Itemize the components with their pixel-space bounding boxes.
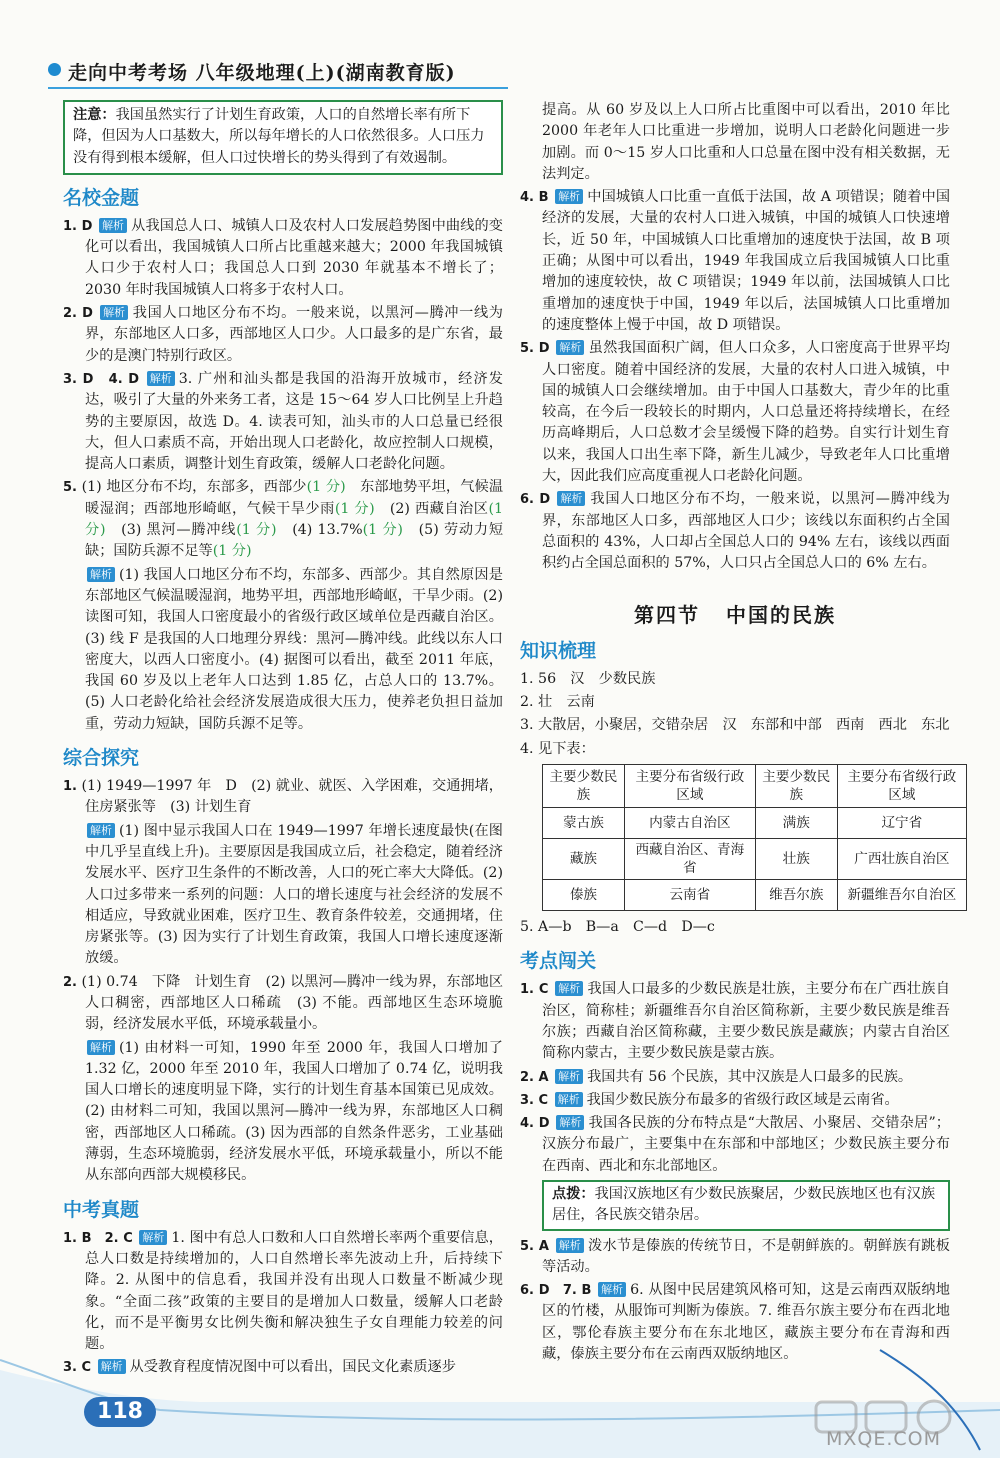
score-mark: (1 分) [212, 543, 252, 560]
analysis-text: (1) 我国人口地区分布不均，东部多、西部少。其自然原因是东部地区气候温暖湿润，地势平坦，西部地形崎岖，干旱少雨。(2) 读图可知，我国人口密度最小的省级行政区域单位是西藏自治区。(3) 线 F 是我国的人口地理分界线：黑河—腾冲线。此线以东人口密度大，以西人口密度小。(4) 据图可以看出，截至 2011 年底，我国 60 岁及以上老年人口达到 1.85 亿，占总人口的 13.7%。(5) 人口老龄化给社会经济发展造成很大压力，使养老负担日益加重，劳动力短缺，国防兵源不足等。 [85, 566, 503, 732]
answer-item: 4. 见下表： [520, 740, 595, 757]
ethnic-distribution-table [542, 764, 967, 911]
analysis-tag: 解析 [556, 340, 584, 355]
header-rule [48, 87, 508, 89]
answer-text: (1) 地区分布不均，东部多，西部少 [81, 479, 307, 496]
answer-number: 6. D [520, 492, 551, 508]
book-title [68, 58, 456, 85]
chapter-heading [520, 602, 950, 627]
analysis-text: (1) 由材料一可知，1990 年至 2000 年，我国人口增加了 1.32 亿，2000 年至 2010 年，我国人口增加了 0.74 亿，说明我国人口增长的速度明显下降，实行的计划生育基本国策已见成效。(2) 由材料二可知，我国以黑河—腾冲一线为界，东部地区人口稠密，西部地区人口稀疏。(3) 因为西部的自然条件恶劣，工业基础薄弱，生态环境脆弱，经济发展水平低，环境承载量小，所以不能从东部向西部大规模移民。 [85, 1039, 503, 1184]
answer-number: 2. [63, 974, 77, 990]
answer-item [63, 303, 503, 367]
answer-item [520, 187, 950, 336]
table-header-cell: 主要少数民族 [755, 765, 837, 808]
right-column [520, 100, 957, 1367]
answer-item [520, 338, 950, 487]
analysis-tag: 解析 [556, 1238, 584, 1253]
table-cell: 傣族 [543, 880, 625, 911]
answer-item [63, 972, 503, 1036]
answer-text: 1. 图中有总人口数和人口自然增长率两个重要信息，总人口数是持续增加的，人口自然增长率先波动上升，后持续下降。2. 从图中的信息看，我国并没有出现人口数量不断减少现象。“全面二孩”政策的主要目的是增加人口数量，缓解人口老龄化，而不是平衡男女比例失衡和解决独生子女自理能力较差的问题。 [85, 1229, 503, 1353]
analysis-tag: 解析 [147, 371, 175, 386]
score-mark: (1 分) [362, 522, 403, 539]
table-cell: 新疆维吾尔自治区 [837, 880, 966, 911]
table-row [543, 839, 967, 880]
answer-text: (5) 劳动力短缺；国防兵源不足等 [85, 522, 504, 560]
analysis-tag: 解析 [555, 189, 583, 204]
answer-number: 1. B 2. C [63, 1230, 133, 1246]
answer-item [63, 216, 503, 301]
analysis-text: (1) 图中显示我国人口在 1949—1997 年增长速度最快(在图中几乎呈直线上升)。主要原因是我国成立后，社会稳定，随着经济发展水平、医疗卫生条件的不断改善，人口的死亡率大大降低。(2) 人口过多带来一系列的问题：人口的增长速度与社会经济的发展不相适应，导致就业困难，医疗卫生、教育条件较差，交通拥堵，住房紧张等。(3) 因为实行了计划生育政策，我国人口增长速度逐渐放缓。 [85, 822, 503, 967]
answer-item [520, 1067, 950, 1088]
answer-text: 从受教育程度情况图中可以看出，国民文化素质逐步 [129, 1359, 456, 1376]
analysis-tag: 解析 [555, 1069, 583, 1084]
answer-item [63, 369, 503, 475]
analysis-paragraph [63, 1038, 503, 1187]
analysis-tag: 解析 [87, 823, 115, 838]
analysis-tag: 解析 [598, 1282, 626, 1297]
answer-text: 我国人口地区分布不均，一般来说，以黑河—腾冲线为界，东部地区人口多，西部地区人口少；该线以东面积约占全国总面积的 43%，人口却占全国总人口的 94% 左右，该线以西面积约占全国总面积的 57%，人口只占全国总人口的 6% 左右。 [542, 491, 950, 572]
answer-text: 我国人口地区分布不均。一般来说，以黑河—腾冲一线为界，东部地区人口多，西部地区人口少。人口最多的是广东省，最少的是澳门特别行政区。 [85, 305, 503, 364]
table-cell: 蒙古族 [543, 808, 625, 839]
answer-number: 1. D [63, 218, 93, 234]
table-header-row [543, 765, 967, 808]
answer-text: 我国少数民族分布最多的省级行政区域是云南省。 [586, 1091, 899, 1108]
table-row [543, 808, 967, 839]
table-header-cell: 主要少数民族 [543, 765, 625, 808]
chapter-title: 中国的民族 [726, 602, 836, 627]
answer-number: 2. D [63, 306, 93, 322]
table-cell: 内蒙古自治区 [624, 808, 755, 839]
answer-item [520, 1236, 950, 1279]
answer-text: (4) 13.7% [276, 522, 363, 539]
page-header [0, 0, 1000, 95]
chapter-number: 第四节 [634, 602, 700, 627]
analysis-tag: 解析 [100, 305, 128, 320]
answer-text: 虽然我国面积广阔，但人口众多，人口密度高于世界平均人口密度。随着中国经济的发展，大量的农村人口进入城镇，中国的城镇人口会继续增加。由于中国人口基数大，青少年的比重较高，在今后一段较长的时期内，人口总量还将持续增长，在经历高峰期后，人口总数才会呈缓慢下降的趋势。自实行计划生育以来，我国人口出生率下降，新生儿减少，导致老年人口比重增大，因此我们应高度重视人口老龄化问题。 [542, 340, 950, 485]
section-title-zonghe: 综合探究 [63, 747, 140, 770]
analysis-tag: 解析 [555, 981, 583, 996]
book-subtitle: 八年级地理(上)(湖南教育版) [195, 62, 456, 84]
score-mark: (1 分) [306, 479, 346, 496]
answer-item: 3. 大散居，小聚居，交错杂居 汉 东部和中部 西南 西北 东北 [520, 717, 950, 734]
table-cell: 壮族 [755, 839, 837, 880]
left-column [63, 100, 503, 1381]
continued-paragraph: 提高。从 60 岁及以上人口所占比重图中可以看出，2010 年比 2000 年老年人口比重进一步增加，说明人口老龄化问题进一步加剧。而 0～15 岁人口比重和人口总量在图中没有相关数据，无法判定。 [542, 102, 950, 182]
answer-number: 6. D 7. B [520, 1283, 592, 1299]
answer-text: 中国城镇人口比重一直低于法国，故 A 项错误；随着中国经济的发展，大量的农村人口进入城镇，中国的城镇人口快速增长，近 50 年，中国城镇人口比重增加的速度快于法国，故 B 项正确；从图中可以看出，1949 年我国成立后我国城镇人口比重增加的速度较快，故 C 项错误；1949 年以前，法国城镇人口比重增加的速度快于中国，1949 年以后，法国城镇人口比重增加的速度整体上慢于中国，故 D 项错误。 [542, 189, 951, 333]
table-cell: 满族 [755, 808, 837, 839]
analysis-tag: 解析 [139, 1230, 167, 1245]
bullet-dot-icon [48, 63, 61, 76]
section-title-mingxiao: 名校金题 [63, 186, 140, 209]
answer-text: 泼水节是傣族的传统节日，不是朝鲜族的。朝鲜族有跳板等活动。 [542, 1237, 950, 1275]
answer-text: (1) 1949—1997 年 D (2) 就业、就医、入学困难，交通拥堵，住房紧张等 (3) 计划生育 [81, 778, 503, 816]
analysis-tag: 解析 [87, 1040, 115, 1055]
score-mark: (1 分) [85, 500, 503, 539]
analysis-paragraph [63, 821, 503, 970]
table-cell: 藏族 [543, 839, 625, 880]
hint-label: 点拨： [552, 1185, 595, 1202]
analysis-tag: 解析 [557, 491, 585, 506]
section-title-zhishi: 知识梳理 [520, 639, 597, 662]
score-mark: (1 分) [236, 522, 277, 539]
answer-item [63, 776, 503, 819]
table-cell: 西藏自治区、青海省 [624, 839, 755, 880]
score-mark: (1 分) [334, 500, 375, 517]
section-title-kaodian: 考点闯关 [520, 950, 597, 973]
answer-item [520, 489, 950, 574]
table-cell: 云南省 [624, 880, 755, 911]
answer-number: 1. C [520, 982, 549, 998]
answer-text: 我国人口最多的少数民族是壮族，主要分布在广西壮族自治区，简称桂；新疆维吾尔自治区简称新，主要少数民族是维吾尔族；西藏自治区简称藏，主要少数民族是藏族；内蒙古自治区简称内蒙古，主要少数民族是蒙古族。 [542, 981, 950, 1062]
answer-item [520, 1113, 950, 1177]
answer-number: 5. D [520, 341, 550, 357]
table-cell: 维吾尔族 [755, 880, 837, 911]
answer-item [520, 1090, 950, 1111]
answer-number: 4. B [520, 190, 549, 206]
page-number-badge: 118 [84, 1397, 156, 1427]
answer-number: 2. A [520, 1069, 549, 1085]
answer-text: (3) 黑河—腾冲线 [105, 522, 237, 539]
answer-text: (2) 西藏自治区 [374, 500, 489, 517]
answer-text: (1) 0.74 下降 计划生育 (2) 以黑河—腾冲一线为界，东部地区人口稠密，西部地区人口稀疏 (3) 不能。西部地区生态环境脆弱，经济发展水平低，环境承载量小。 [81, 973, 504, 1033]
answer-item: 2. 壮 云南 [520, 694, 595, 711]
analysis-paragraph [63, 565, 503, 735]
answer-item: 1. 56 汉 少数民族 [520, 670, 656, 687]
note-box [63, 100, 503, 175]
analysis-tag: 解析 [87, 567, 115, 582]
note-label: 注意： [73, 107, 116, 123]
answer-item: 5. A—b B—a C—d D—c [520, 919, 715, 936]
analysis-tag: 解析 [99, 218, 127, 233]
analysis-tag: 解析 [98, 1359, 126, 1374]
answer-item [63, 477, 503, 562]
note-text: 我国虽然实行了计划生育政策，人口的自然增长率有所下降，但因为人口基数大，所以每年增长的人口依然很多。人口压力没有得到根本缓解，但人口过快增长的势头得到了有效遏制。 [73, 107, 485, 166]
answer-item [520, 979, 950, 1064]
answer-number: 5. [63, 480, 77, 496]
hint-box [542, 1180, 950, 1231]
answer-number: 3. C [63, 1360, 92, 1376]
answer-number: 4. D [520, 1116, 550, 1132]
answer-text: 我国各民族的分布特点是“大散居、小聚居、交错杂居”；汉族分布最广，主要集中在东部和中部地区；少数民族主要分布在西南、西北和东北部地区。 [542, 1115, 950, 1174]
series-title: 走向中考考场 [68, 62, 189, 84]
answer-number: 3. C [520, 1092, 549, 1108]
answer-text: 从我国总人口、城镇人口及农村人口发展趋势图中曲线的变化可以看出，我国城镇人口所占比重越来越大；2000 年我国城镇人口少于农村人口；我国总人口到 2030 年就基本不增长了；2030 年时我国城镇人口将多于农村人口。 [85, 217, 503, 298]
table-cell: 广西壮族自治区 [837, 839, 966, 880]
answer-number: 3. D 4. D [63, 371, 140, 387]
answer-text: 3. 广州和汕头都是我国的沿海开放城市，经济发达，吸引了大量的外来务工者，这是 15～64 岁人口比例呈上升趋势的主要原因，故选 D。4. 读表可知，汕头市的人口总量已经很大，但人口素质不高，开始出现人口老龄化，故应控制人口规模，提高人口素质，调整计划生育政策，缓解人口老龄化问题。 [85, 370, 503, 473]
analysis-tag: 解析 [556, 1115, 584, 1130]
answer-text: 6. 从图中民居建筑风格可知，这是云南西双版纳地区的竹楼，从服饰可判断为傣族。7. 维吾尔族主要分布在西北地区，鄂伦春族主要分布在东北地区，藏族主要分布在青海和西藏，傣族主要分布在云南西双版纳地区。 [542, 1282, 950, 1363]
table-cell: 辽宁省 [837, 808, 966, 839]
table-header-cell: 主要分布省级行政区域 [837, 765, 966, 808]
section-title-zhongkao: 中考真题 [63, 1198, 140, 1221]
analysis-tag: 解析 [555, 1092, 583, 1107]
table-header-cell: 主要分布省级行政区域 [624, 765, 755, 808]
answer-number: 1. [63, 779, 77, 795]
watermark-text: MXQE.COM [826, 1428, 942, 1450]
answer-number: 5. A [520, 1238, 549, 1254]
table-row [543, 880, 967, 911]
answer-text: 东部地势平坦，气候温暖湿润；西部地形崎岖，气候干旱少雨 [85, 479, 504, 517]
answer-text: 我国共有 56 个民族，其中汉族是人口最多的民族。 [587, 1068, 913, 1085]
hint-text: 我国汉族地区有少数民族聚居，少数民族地区也有汉族居住，各民族交错杂居。 [552, 1185, 936, 1224]
